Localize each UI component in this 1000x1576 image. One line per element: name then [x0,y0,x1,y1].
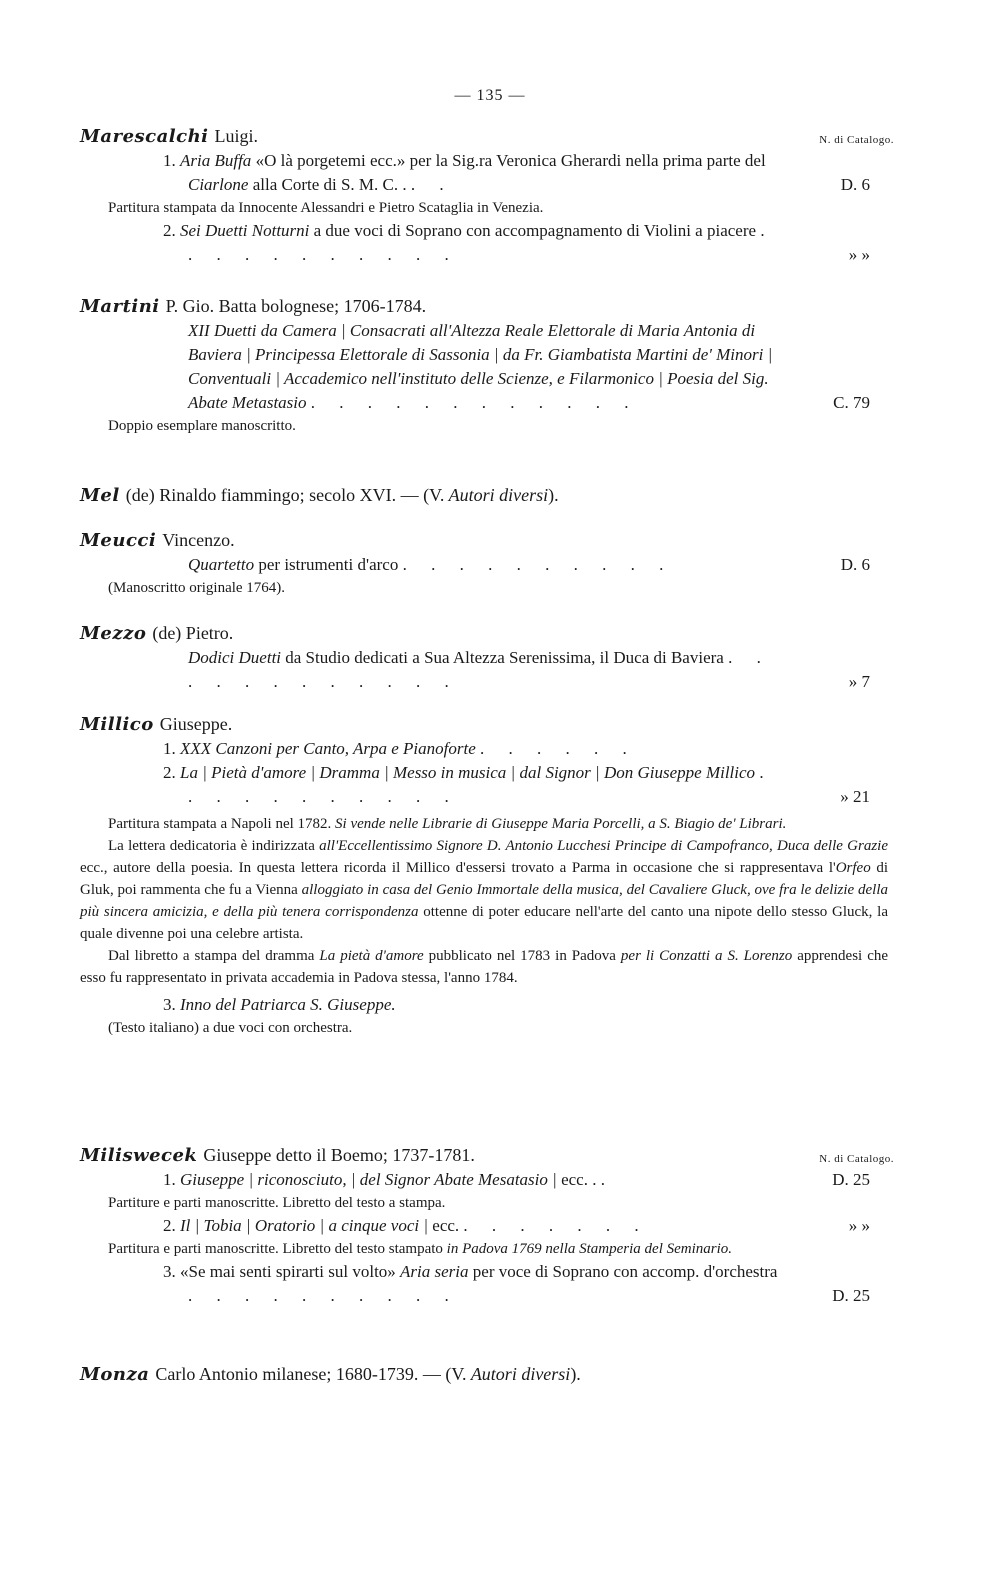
work-item: 2. La | Pietà d'amore | Dramma | Messo in musica | dal Signor | Don Giuseppe Millico . . . . . . . . . . . » 21 [80,761,900,809]
catalog-label: N. di Catalogo. [819,134,894,146]
work-note: Doppio esemplare manoscritto. [108,418,296,434]
catalog-number: D. 6 [840,175,870,194]
composer-info: Giuseppe. [159,714,233,734]
work-item: XII Duetti da Camera | Consacrati all'Altezza Reale Elettorale di Maria Antonia di Baviera | Principessa Elettorale di Sassonia | da Fr. Giambatista Martini de' Minori | Conventuali | Accademico nell'instituto delle Scienze, e Filarmonico | Poesia del Sig. Abate Metastasio . . . . . . . . . . . . C. 79 [80,319,900,415]
work-item: 3. «Se mai senti spirarti sul volto» Aria seria per voce di Soprano con accomp. d'orchestra . . . . . . . . . . D. 25 [80,1260,900,1308]
work-note: (Testo italiano) a due voci con orchestra. [108,1020,353,1036]
work-item: Dodici Duetti da Studio dedicati a Sua Altezza Serenissima, il Duca di Baviera . . . . . . . . . . . . » 7 [80,646,900,694]
catalog-number: D. 25 [832,1170,870,1189]
work-item: 1. Giuseppe | riconosciuto, | del Signor Abate Mesatasio | ecc. . . D. 25 [80,1168,900,1192]
work-note: Partiture e parti manoscritte. Libretto del testo a stampa. [108,1195,446,1211]
composer-name: Marescalchi [80,126,209,147]
paragraph: Dal libretto a stampa del dramma La pietà d'amore pubblicato nel 1783 in Padova per li Conzatti a S. Lorenzo apprendesi che esso fu rappresentato in privata accademia in Padova stessa, l'anno 1784. [80,948,889,986]
catalog-number: » 21 [840,787,870,806]
composer-name: Meucci [80,530,157,551]
entry-martini [80,294,900,437]
composer-info: (de) Pietro. [152,623,234,643]
catalog-number: » » [848,1216,870,1235]
entry-mel: Mel (de) Rinaldo fiammingo; secolo XVI. — (V. Autori diversi). [80,485,559,506]
work-note: (Manoscritto originale 1764). [108,580,286,596]
composer-info: Vincenzo. [162,530,235,550]
work-item: 3. Inno del Patriarca S. Giuseppe. [163,995,396,1014]
composer-name: Mezzo [80,623,147,644]
work-note: Partitura stampata da Innocente Alessandri e Pietro Scataglia in Venezia. [108,200,544,216]
work-item: Quartetto per istrumenti d'arco . . . . . . . . . . D. 6 [80,553,900,577]
paragraph: Partitura e parti manoscritte. Libretto del testo stampato in Padova 1769 nella Stamperia del Seminario. [108,1241,733,1257]
composer-info: P. Gio. Batta bolognese; 1706-1784. [165,296,427,316]
entry-marescalchi [80,124,900,267]
work-item: 2. Il | Tobia | Oratorio | a cinque voci | ecc. . . . . . . . » » [80,1214,900,1238]
catalog-number: C. 79 [833,393,870,412]
catalog-number: D. 6 [840,555,870,574]
entry-monza: Monza Carlo Antonio milanese; 1680-1739. — (V. Autori diversi). [80,1364,581,1385]
entry-meucci [80,528,900,599]
composer-name: Mel [80,485,120,506]
composer-name: Martini [80,296,160,317]
catalog-number: » » [848,245,870,264]
work-item: 1. XXX Canzoni per Canto, Arpa e Pianoforte . . . . . . [163,739,637,758]
paragraph: La lettera dedicatoria è indirizzata all'Eccellentissimo Signore D. Antonio Lucchesi Principe di Campofranco, Duca delle Grazie ecc., autore della poesia. In questa lettera ricorda il Millico d'essersi trovato a Parma in occasione che si rappresentava l'Orfeo di Gluk, poi rammenta che fu a Vienna alloggiato in casa del Genio Immortale della musica, del Cavaliere Gluck, ove fra le delizie della più sincera amicizia, e della più tenera corrispondenza ottenne di poter educare nell'arte del canto una nipote dello stesso Gluck, la quale divenne poi una celebre artista. [80,838,889,942]
composer-info: Luigi. [214,126,259,146]
work-item: 1. Aria Buffa «O là porgetemi ecc.» per la Sig.ra Veronica Gherardi nella prima parte del Ciarlone alla Corte di S. M. C. . . . D. 6 [80,149,900,197]
entry-millico [80,712,900,1039]
work-item: 2. Sei Duetti Notturni a due voci di Soprano con accompagnamento di Violini a piacere . . . . . . . . . . . » » [80,219,900,267]
composer-info: Giuseppe detto il Boemo; 1737-1781. [203,1145,475,1165]
page-number: — 135 — [454,87,526,104]
catalog-number: » 7 [848,672,870,691]
catalog-label: N. di Catalogo. [819,1153,894,1165]
composer-name: Miliswecek [80,1145,198,1166]
entry-mezzo [80,621,900,694]
catalog-number: D. 25 [832,1286,870,1305]
composer-name: Monza [80,1364,150,1385]
entry-miliswecek [80,1143,900,1308]
paragraph: Partitura stampata a Napoli nel 1782. Si vende nelle Librarie di Giuseppe Maria Porcelli, a S. Biagio de' Librari. [108,816,787,832]
composer-name: Millico [80,714,154,735]
